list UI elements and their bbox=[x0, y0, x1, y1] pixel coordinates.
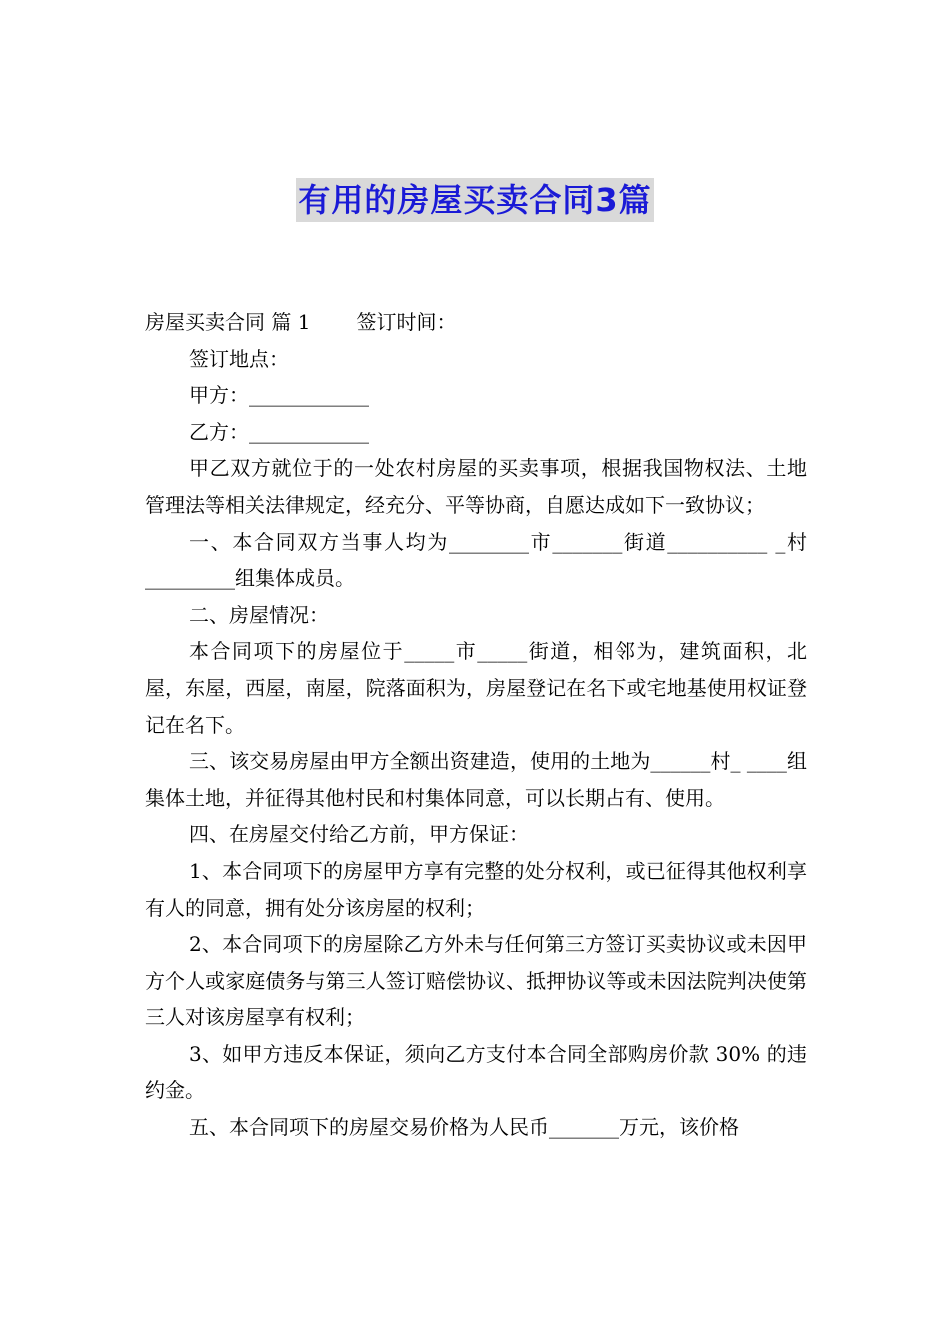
title-container bbox=[0, 178, 950, 222]
paragraph-clause-4-item-3: 3、如甲方违反本保证，须向乙方支付本合同全部购房价款 30% 的违约金。 bbox=[145, 1041, 807, 1103]
paragraph-clause-5: 五、本合同项下的房屋交易价格为人民币_______万元，该价格 bbox=[189, 1115, 739, 1140]
paragraph-party-a: 甲方：____________ bbox=[189, 383, 369, 408]
document-title: 有用的房屋买卖合同3篇 bbox=[296, 178, 653, 222]
paragraph-clause-4-item-1: 1、本合同项下的房屋甲方享有完整的处分权利，或已征得其他权利享有人的同意，拥有处分该房屋的权利； bbox=[145, 858, 807, 920]
paragraph-clause-2-heading: 二、房屋情况： bbox=[189, 602, 329, 627]
contract-heading-line bbox=[145, 304, 807, 341]
paragraph-preamble: 甲乙双方就位于的一处农村房屋的买卖事项，根据我国物权法、土地管理法等相关法律规定，经充分、平等协商，自愿达成如下一致协议； bbox=[145, 456, 807, 517]
paragraph-clause-1: 一、本合同双方当事人均为________市_______街道__________ _村_________组集体成员。 bbox=[145, 529, 807, 591]
paragraph-party-b: 乙方：____________ bbox=[189, 419, 369, 444]
paragraph-signing-place: 签订地点： bbox=[189, 346, 289, 371]
paragraph-clause-2-body: 本合同项下的房屋位于_____市_____街道，相邻为，建筑面积，北屋，东屋，西屋，南屋，院落面积为，房屋登记在名下或宅地基使用权证登记在名下。 bbox=[145, 639, 807, 737]
contract-heading: 房屋买卖合同 篇 1 bbox=[145, 310, 311, 334]
document-body bbox=[145, 304, 807, 1146]
paragraph-clause-4-heading: 四、在房屋交付给乙方前，甲方保证： bbox=[189, 822, 529, 847]
signing-time-label: 签订时间： bbox=[356, 310, 457, 334]
paragraph-clause-3: 三、该交易房屋由甲方全额出资建造，使用的土地为______村_ ____组集体土地，并征得其他村民和村集体同意，可以长期占有、使用。 bbox=[145, 749, 807, 810]
paragraph-clause-4-item-2: 2、本合同项下的房屋除乙方外未与任何第三方签订买卖协议或未因甲方个人或家庭债务与第三人签订赔偿协议、抵押协议等或未因法院判决使第三人对该房屋享有权利； bbox=[145, 932, 807, 1030]
